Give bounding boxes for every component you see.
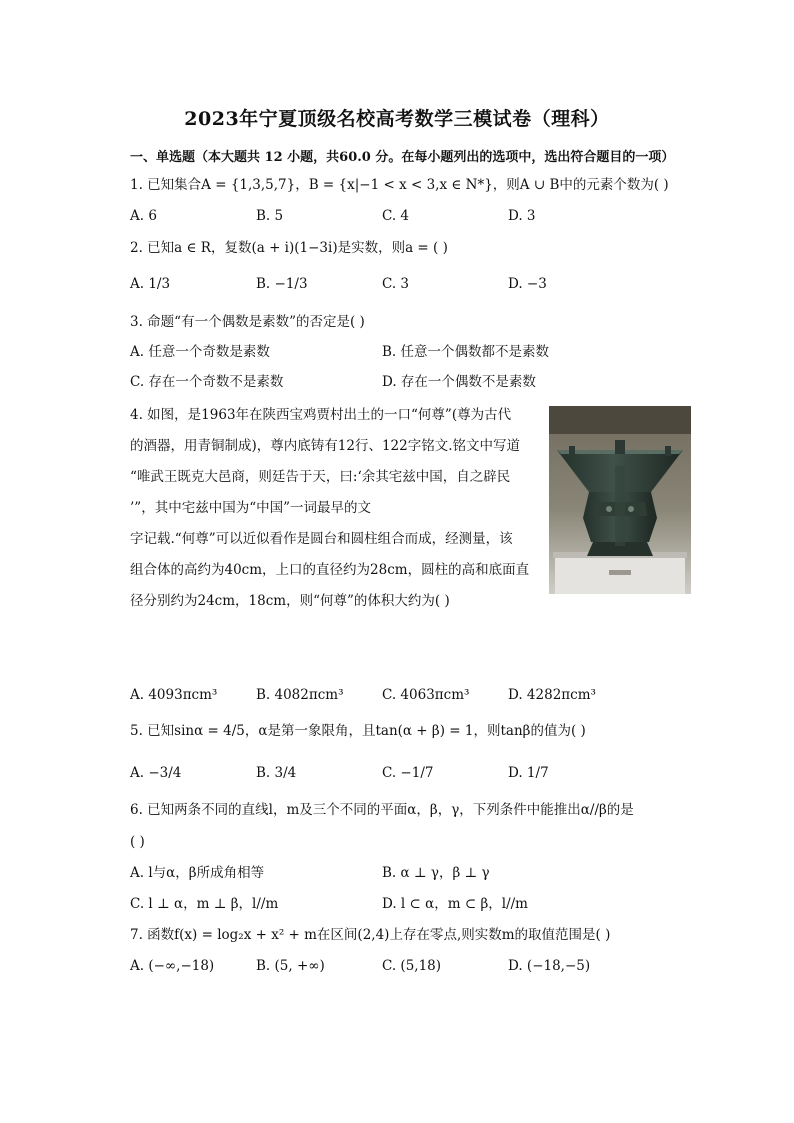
- q7-stem: 7. 函数f(x) = log₂x + x² + m在区间(2,4)上存在零点,则实数m的取值范围是( ): [130, 927, 611, 943]
- q1-option-a: A. 6: [130, 208, 157, 224]
- q2-stem: 2. 已知a ∈ R，复数(a + i)(1−3i)是实数，则a = ( ): [130, 240, 448, 256]
- q2-option-b: B. −1/3: [256, 276, 308, 292]
- q4-option-c: C. 4063πcm³: [382, 687, 470, 703]
- q3-option-b: B. 任意一个偶数都不是素数: [382, 344, 550, 360]
- q4-option-d: D. 4282πcm³: [508, 687, 596, 703]
- q1-option-d: D. 3: [508, 208, 536, 224]
- q3-option-c: C. 存在一个奇数不是素数: [130, 374, 284, 390]
- he-zun-bronze-vessel-photo: [549, 406, 691, 594]
- q3-option-a: A. 任意一个奇数是素数: [130, 344, 270, 360]
- q4-line-2: 的酒器，用青铜制成)，尊内底铸有12行、122字铭文.铭文中写道: [130, 438, 521, 454]
- q1-option-c: C. 4: [382, 208, 410, 224]
- q6-stem-line-1: 6. 已知两条不同的直线l，m及三个不同的平面α，β，γ，下列条件中能推出α//β的是: [130, 802, 634, 818]
- q4-option-a: A. 4093πcm³: [130, 687, 218, 703]
- q6-option-d: D. l ⊂ α，m ⊂ β，l//m: [382, 896, 528, 912]
- q4-line-7: 径分别约为24cm，18cm，则“何尊”的体积大约为( ): [130, 593, 450, 609]
- q7-option-b: B. (5, +∞): [256, 958, 325, 974]
- q5-option-c: C. −1/7: [382, 765, 434, 781]
- q4-line-1: 4. 如图，是1963年在陕西宝鸡贾村出土的一口“何尊”(尊为古代: [130, 407, 512, 423]
- q1-stem: 1. 已知集合A = {1,3,5,7}，B = {x|−1 < x < 3,x ∈ N*}，则A ∪ B中的元素个数为( ): [130, 177, 669, 193]
- q5-stem: 5. 已知sinα = 4/5，α是第一象限角，且tan(α + β) = 1，则tanβ的值为( ): [130, 723, 586, 739]
- q7-option-c: C. (5,18): [382, 958, 442, 974]
- q2-option-a: A. 1/3: [130, 276, 171, 292]
- q3-stem: 3. 命题“有一个偶数是素数”的否定是( ): [130, 314, 365, 330]
- q4-line-5: 字记载.“何尊”可以近似看作是圆台和圆柱组合而成，经测量，该: [130, 531, 513, 547]
- q2-option-c: C. 3: [382, 276, 410, 292]
- q6-option-a: A. l与α，β所成角相等: [130, 865, 265, 881]
- exam-title: 2023年宁夏顶级名校高考数学三模试卷（理科）: [184, 108, 610, 130]
- q5-option-a: A. −3/4: [130, 765, 182, 781]
- q1-option-b: B. 5: [256, 208, 284, 224]
- q4-line-3: “唯武王既克大邑商，则廷告于天，曰:‘余其宅兹中国，自之辟民: [130, 469, 511, 485]
- q5-option-b: B. 3/4: [256, 765, 297, 781]
- vessel-illustration: [549, 406, 691, 594]
- q6-stem-line-2: ( ): [130, 834, 145, 850]
- section-heading: 一、单选题（本大题共 12 小题，共60.0 分。在每小题列出的选项中，选出符合题目的一项）: [130, 150, 675, 165]
- q4-line-4: ’”，其中宅兹中国为“中国”一词最早的文: [130, 500, 371, 516]
- q7-option-a: A. (−∞,−18): [130, 958, 215, 974]
- q2-option-d: D. −3: [508, 276, 547, 292]
- q3-option-d: D. 存在一个偶数不是素数: [382, 374, 536, 390]
- q6-option-c: C. l ⊥ α，m ⊥ β，l//m: [130, 896, 279, 912]
- q4-option-b: B. 4082πcm³: [256, 687, 344, 703]
- q7-option-d: D. (−18,−5): [508, 958, 591, 974]
- q4-line-6: 组合体的高约为40cm，上口的直径约为28cm，圆柱的高和底面直: [130, 562, 530, 578]
- q5-option-d: D. 1/7: [508, 765, 549, 781]
- q6-option-b: B. α ⊥ γ，β ⊥ γ: [382, 865, 490, 881]
